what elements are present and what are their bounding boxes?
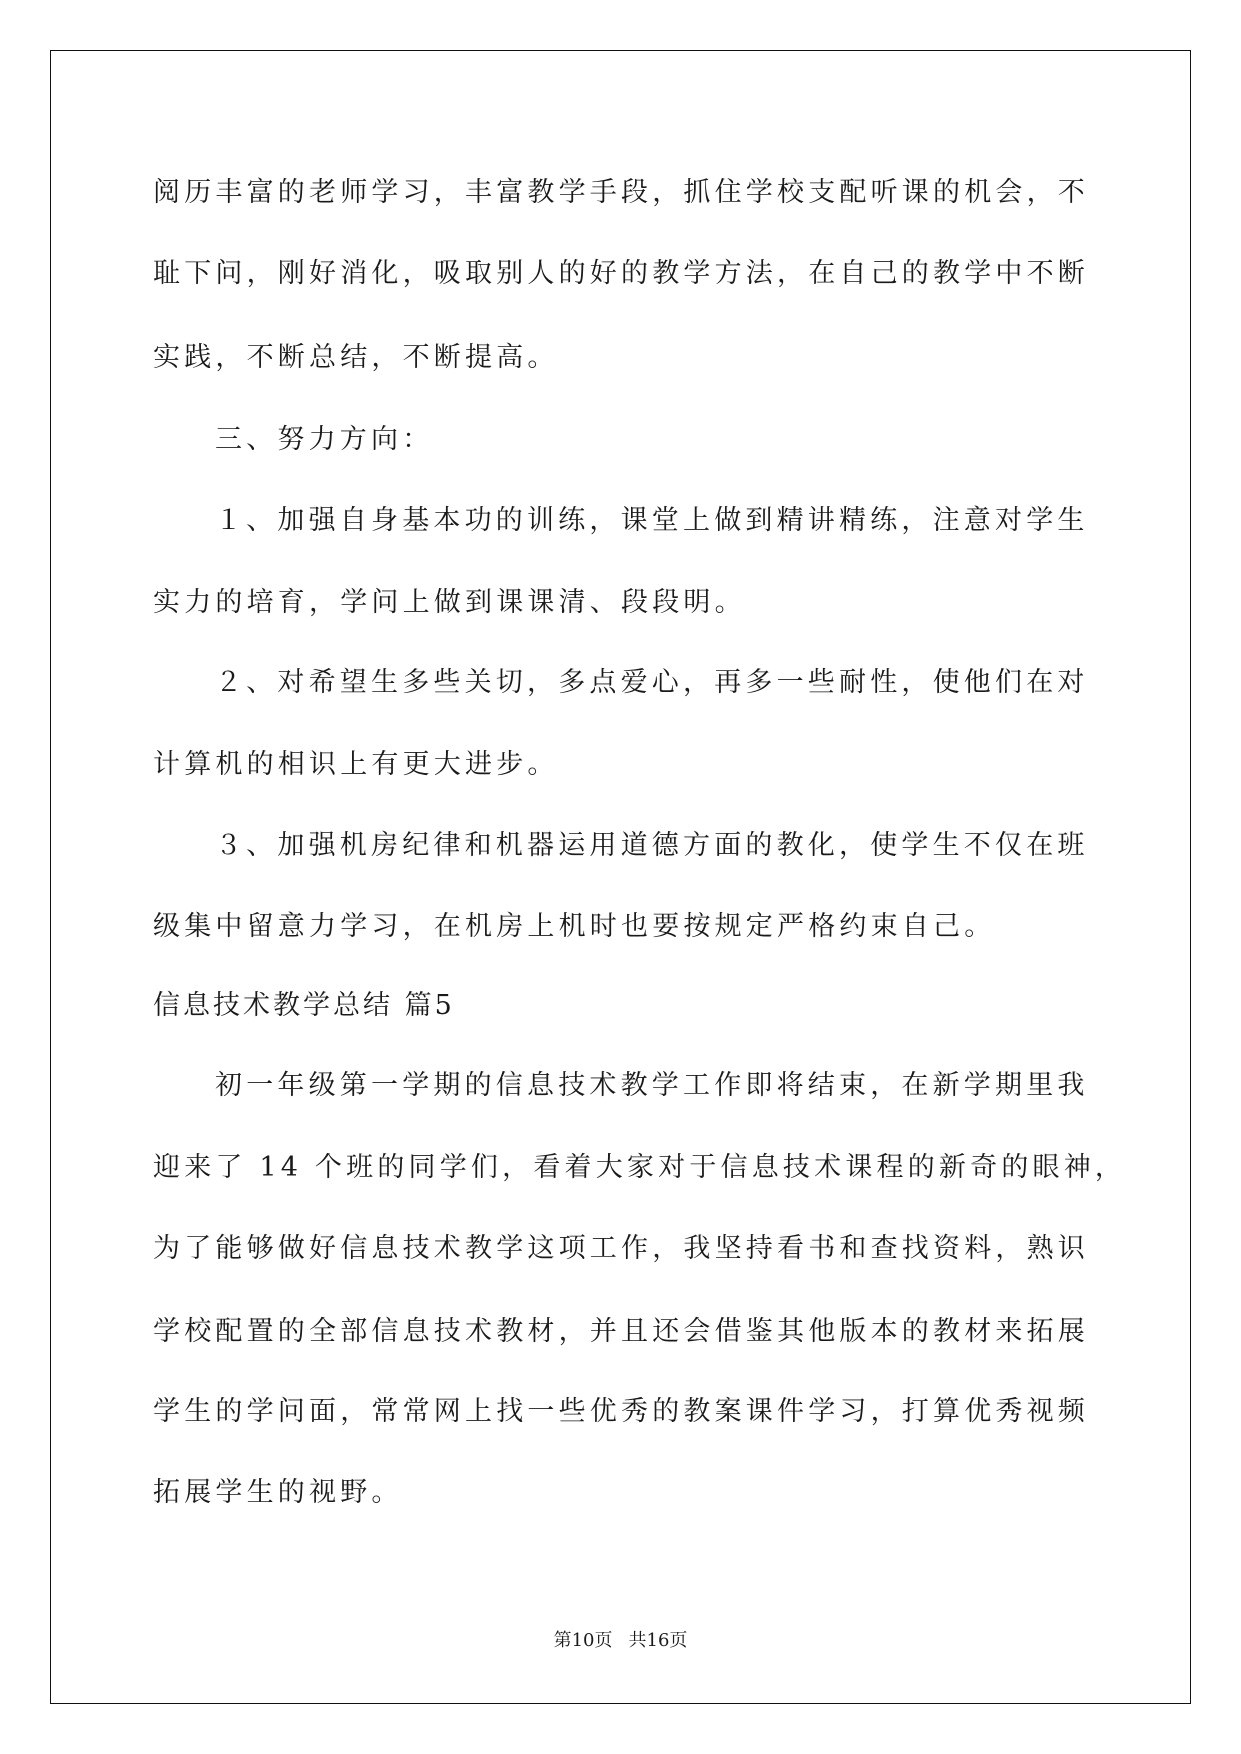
page-footer — [0, 1629, 1241, 1653]
paragraph-line: ２、对希望生多些关切，多点爱心，再多一些耐性，使他们在对 — [215, 667, 1089, 698]
paragraph-line: 阅历丰富的老师学习，丰富教学手段，抓住学校支配听课的机会，不 — [153, 177, 1089, 208]
subheading-line: 三、努力方向： — [215, 424, 434, 455]
paragraph-line: 拓展学生的视野。 — [153, 1477, 403, 1508]
paragraph-line: 级集中留意力学习，在机房上机时也要按规定严格约束自己。 — [153, 911, 996, 942]
paragraph-line: 计算机的相识上有更大进步。 — [153, 749, 559, 780]
paragraph-line: 学校配置的全部信息技术教材，并且还会借鉴其他版本的教材来拓展 — [153, 1316, 1089, 1347]
paragraph-line: 实力的培育，学问上做到课课清、段段明。 — [153, 587, 746, 618]
paragraph-line: 为了能够做好信息技术教学这项工作，我坚持看书和查找资料，熟识 — [153, 1233, 1089, 1264]
paragraph-line: 初一年级第一学期的信息技术教学工作即将结束，在新学期里我 — [215, 1070, 1089, 1101]
paragraph-line: 迎来了 14 个班的同学们，看着大家对于信息技术课程的新奇的眼神， — [153, 1152, 1127, 1183]
page-total: 共16页 — [628, 1630, 688, 1651]
paragraph-line: 学生的学问面，常常网上找一些优秀的教案课件学习，打算优秀视频 — [153, 1396, 1089, 1427]
page-border — [50, 50, 1191, 1704]
paragraph-line: ３、加强机房纪律和机器运用道德方面的教化，使学生不仅在班 — [215, 830, 1089, 861]
paragraph-line: 实践，不断总结，不断提高。 — [153, 342, 559, 373]
paragraph-line: 耻下问，刚好消化，吸取别人的好的教学方法，在自己的教学中不断 — [153, 258, 1089, 289]
section-heading: 信息技术教学总结 篇5 — [153, 990, 455, 1021]
page-number: 第10页 — [553, 1630, 613, 1651]
paragraph-line: １、加强自身基本功的训练，课堂上做到精讲精练，注意对学生 — [215, 505, 1089, 536]
